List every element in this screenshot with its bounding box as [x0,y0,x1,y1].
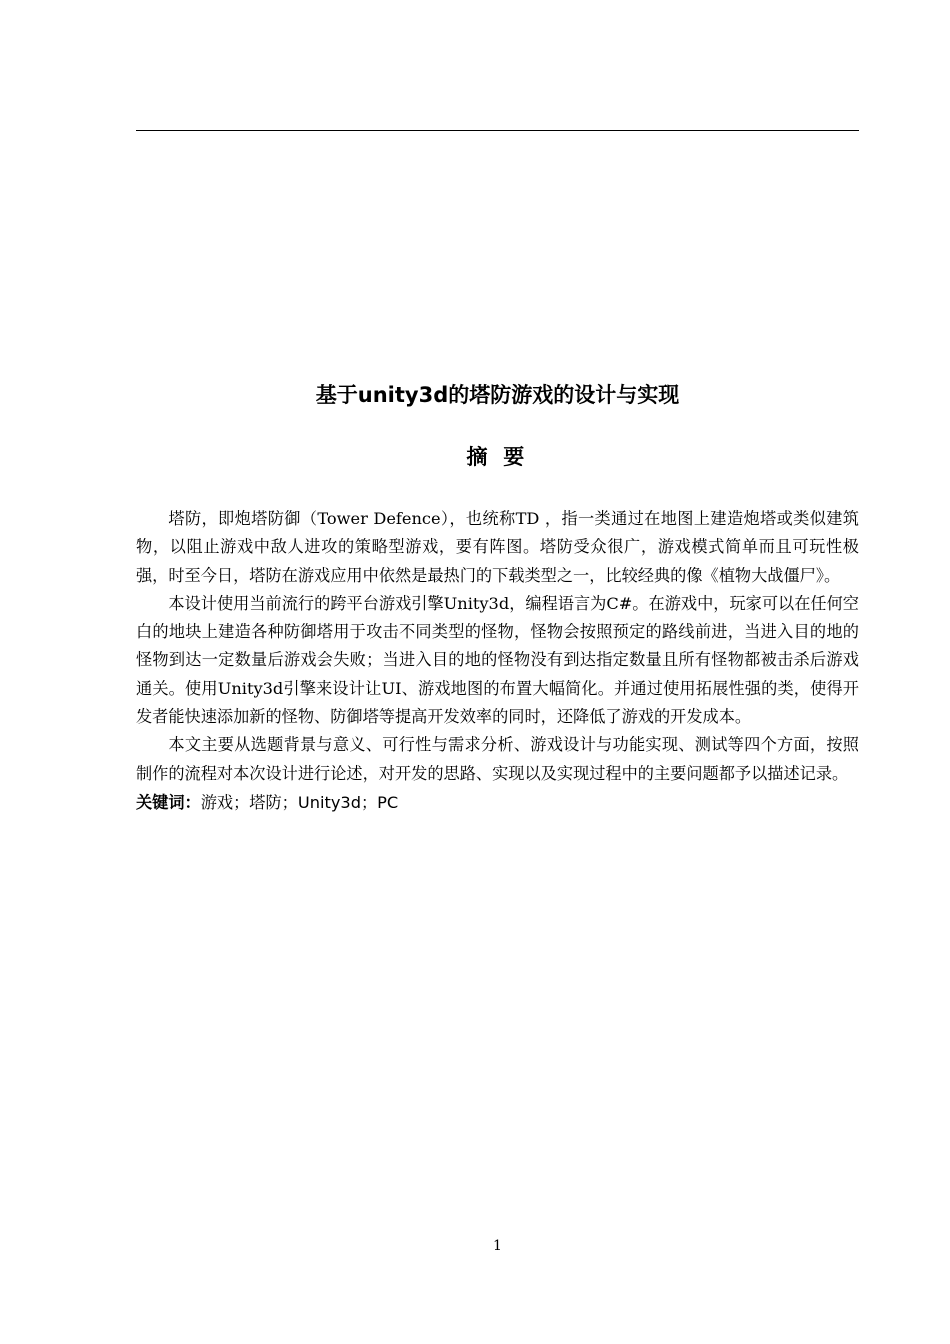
abstract-heading: 摘 要 [466,445,529,469]
abstract-body [136,505,859,818]
keywords-line [136,788,859,818]
document-title: 基于unity3d的塔防游戏的设计与实现 [315,383,680,407]
abstract-paragraph-3: 本文主要从选题背景与意义、可行性与需求分析、游戏设计与功能实现、测试等四个方面，按照制作的流程对本次设计进行论述，对开发的思路、实现以及实现过程中的主要问题都予以描述记录。 [136,735,859,783]
header-rule [136,130,859,131]
keywords-label: 关键词： [136,792,201,812]
keywords-value: 游戏；塔防；Unity3d；PC [200,792,399,812]
page-number: 1 [493,1238,502,1254]
abstract-paragraph-2: 本设计使用当前流行的跨平台游戏引擎Unity3d，编程语言为C#。在游戏中，玩家可以在任何空白的地块上建造各种防御塔用于攻击不同类型的怪物，怪物会按照预定的路线前进，当进入目的地的怪物到达一定数量后游戏会失败；当进入目的地的怪物没有到达指定数量且所有怪物都被击杀后游戏通关。使用Unity3d引擎来设计让UI、游戏地图的布置大幅简化。并通过使用拓展性强的类，使得开发者能快速添加新的怪物、防御塔等提高开发效率的同时，还降低了游戏的开发成本。 [136,593,859,727]
abstract-paragraph-1: 塔防，即炮塔防御（Tower Defence），也统称TD ，指一类通过在地图上建造炮塔或类似建筑物，以阻止游戏中敌人进攻的策略型游戏，要有阵图。塔防受众很广，游戏模式简单而且可玩性极强，时至今日，塔防在游戏应用中依然是最热门的下载类型之一，比较经典的像《植物大战僵尸》。 [136,509,859,585]
